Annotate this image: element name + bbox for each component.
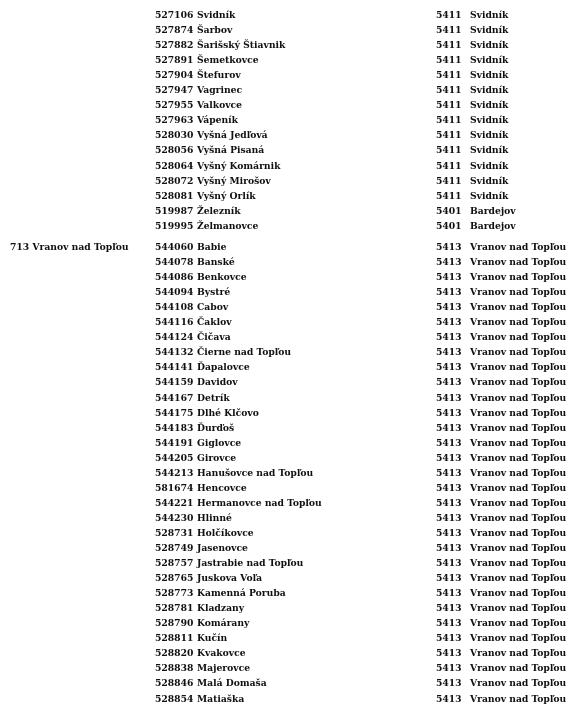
municipality-code: 528838 <box>155 663 194 675</box>
municipality-code: 544132 <box>155 347 194 359</box>
municipality-code: 544167 <box>155 392 194 404</box>
district-code: 5413 <box>436 317 462 329</box>
district-name: Vranov nad Topľou <box>470 392 567 404</box>
municipality-name: Girovce <box>197 452 237 464</box>
district-code: 5411 <box>436 25 462 37</box>
municipality-name: Vyšný Komárnik <box>197 160 281 172</box>
municipality-name: Babie <box>197 242 227 253</box>
table-row <box>0 556 570 571</box>
municipality-name: Dlhé Klčovo <box>197 407 259 419</box>
municipality-code: 544141 <box>155 362 194 374</box>
table-row <box>0 128 570 143</box>
municipality-name: Holčíkovce <box>197 527 254 539</box>
municipality-code: 527874 <box>155 25 194 37</box>
municipality-name: Šemetkovce <box>197 55 259 67</box>
district-code: 5413 <box>436 407 462 419</box>
municipality-code: 527947 <box>155 85 194 97</box>
district-code: 5413 <box>436 573 462 585</box>
municipality-name: Hencovce <box>197 482 247 494</box>
district-code: 5413 <box>436 422 462 434</box>
table-row <box>0 270 570 285</box>
municipality-code: 528820 <box>155 648 194 660</box>
district-name: Vranov nad Topľou <box>470 437 567 449</box>
municipality-code: 519987 <box>155 205 194 217</box>
district-name: Vranov nad Topľou <box>470 482 567 494</box>
district-name: Svidník <box>470 100 509 112</box>
district-name: Vranov nad Topľou <box>470 558 567 570</box>
table-row <box>0 204 570 219</box>
district-name: Vranov nad Topľou <box>470 287 567 299</box>
table-row <box>0 406 570 421</box>
district-name: Vranov nad Topľou <box>470 347 567 359</box>
municipality-code: 528030 <box>155 130 194 142</box>
municipality-name: Valkovce <box>197 100 242 112</box>
district-code: 5401 <box>436 220 462 232</box>
district-name: Vranov nad Topľou <box>470 512 567 524</box>
municipality-code: 528064 <box>155 160 194 172</box>
district-name: Svidník <box>470 160 509 172</box>
municipality-name: Kučín <box>197 633 228 645</box>
table-row <box>0 436 570 451</box>
table-row <box>0 38 570 53</box>
municipality-code: 544086 <box>155 272 194 284</box>
municipality-name: Banské <box>197 257 235 269</box>
district-code: 5413 <box>436 693 462 705</box>
district-code: 5413 <box>436 287 462 299</box>
district-name: Vranov nad Topľou <box>470 618 567 630</box>
district-code: 5413 <box>436 663 462 675</box>
table-row <box>0 255 570 270</box>
municipality-name: Kladzany <box>197 603 245 615</box>
table-row <box>0 541 570 556</box>
municipality-code: 528757 <box>155 558 194 570</box>
municipality-name: Vápeník <box>197 115 239 127</box>
municipality-name: Vyšná Pisaná <box>197 145 265 157</box>
table-row <box>0 98 570 113</box>
district-name: Vranov nad Topľou <box>470 693 567 705</box>
municipality-name: Juskova Voľa <box>197 573 263 585</box>
table-row <box>0 646 570 661</box>
table-row <box>0 661 570 676</box>
district-name: Svidník <box>470 55 509 67</box>
district-code: 5411 <box>436 100 462 112</box>
municipality-name: Železník <box>197 205 241 217</box>
municipality-name: Hanušovce nad Topľou <box>197 467 314 479</box>
table-row <box>0 23 570 38</box>
district-code: 5413 <box>436 332 462 344</box>
table-row <box>0 631 570 646</box>
table-row <box>0 83 570 98</box>
municipality-name: Majerovce <box>197 663 251 675</box>
municipality-name: Želmanovce <box>197 220 259 232</box>
municipality-code: 528056 <box>155 145 194 157</box>
table-row <box>0 219 570 234</box>
municipality-name: Šarbov <box>197 25 233 37</box>
district-name: Svidník <box>470 175 509 187</box>
district-label: 713 Vranov nad Topľou <box>10 242 129 253</box>
district-code: 5413 <box>436 497 462 509</box>
municipality-code: 528854 <box>155 693 194 705</box>
table-row <box>0 8 570 23</box>
municipality-code: 527106 <box>155 10 194 21</box>
district-code: 5413 <box>436 242 462 253</box>
district-name: Vranov nad Topľou <box>470 497 567 509</box>
municipality-name: Vyšný Orlík <box>197 190 256 202</box>
table-row <box>0 143 570 158</box>
district-name: Svidník <box>470 190 509 202</box>
district-code: 5411 <box>436 70 462 82</box>
municipality-code: 527904 <box>155 70 194 82</box>
district-name: Vranov nad Topľou <box>470 362 567 374</box>
district-code: 5413 <box>436 558 462 570</box>
municipality-name: Čierne nad Topľou <box>197 347 292 359</box>
district-name: Vranov nad Topľou <box>470 663 567 675</box>
municipality-name: Svidník <box>197 10 236 21</box>
municipality-name: Vyšný Mirošov <box>197 175 271 187</box>
municipality-code: 527882 <box>155 40 194 52</box>
district-name: Vranov nad Topľou <box>470 633 567 645</box>
table-row <box>0 113 570 128</box>
table-row <box>0 189 570 204</box>
municipality-name: Malá Domaša <box>197 678 267 690</box>
district-name: Vranov nad Topľou <box>470 588 567 600</box>
municipality-code: 544094 <box>155 287 194 299</box>
municipality-code: 528765 <box>155 573 194 585</box>
municipality-code: 527955 <box>155 100 194 112</box>
municipality-name: Giglovce <box>197 437 242 449</box>
district-name: Vranov nad Topľou <box>470 272 567 284</box>
table-row <box>0 159 570 174</box>
municipality-code: 544078 <box>155 257 194 269</box>
district-code: 5411 <box>436 160 462 172</box>
table-row <box>0 360 570 375</box>
district-code: 5411 <box>436 175 462 187</box>
district-code: 5413 <box>436 272 462 284</box>
municipality-name: Matiaška <box>197 693 245 705</box>
table-row <box>0 285 570 300</box>
table-row <box>0 315 570 330</box>
municipality-code: 527963 <box>155 115 194 127</box>
district-code: 5413 <box>436 392 462 404</box>
municipality-name: Vyšná Jedľová <box>197 130 268 142</box>
district-name: Vranov nad Topľou <box>470 407 567 419</box>
district-name: Vranov nad Topľou <box>470 377 567 389</box>
district-name: Vranov nad Topľou <box>470 543 567 554</box>
municipality-name: Cabov <box>197 302 229 314</box>
table-row <box>0 466 570 481</box>
table-row <box>0 451 570 466</box>
table-row <box>0 300 570 315</box>
district-code: 5413 <box>436 482 462 494</box>
district-code: 5411 <box>436 145 462 157</box>
table-row <box>0 174 570 189</box>
table-row <box>0 375 570 390</box>
district-code: 5413 <box>436 588 462 600</box>
district-code: 5413 <box>436 648 462 660</box>
table-row <box>0 68 570 83</box>
municipality-code: 528846 <box>155 678 194 690</box>
district-code: 5411 <box>436 130 462 142</box>
district-name: Vranov nad Topľou <box>470 603 567 615</box>
municipality-code: 528773 <box>155 588 194 600</box>
district-code: 5413 <box>436 527 462 539</box>
municipality-code: 528749 <box>155 543 194 554</box>
district-code: 5413 <box>436 437 462 449</box>
district-code: 5411 <box>436 10 462 21</box>
district-name: Svidník <box>470 130 509 142</box>
municipality-code: 544183 <box>155 422 194 434</box>
district-name: Svidník <box>470 40 509 52</box>
municipality-name: Benkovce <box>197 272 247 284</box>
district-name: Vranov nad Topľou <box>470 648 567 660</box>
municipality-code: 527891 <box>155 55 194 67</box>
municipality-code: 544060 <box>155 242 194 253</box>
district-name: Vranov nad Topľou <box>470 257 567 269</box>
municipality-code: 544159 <box>155 377 194 389</box>
district-code: 5413 <box>436 302 462 314</box>
district-name: Svidník <box>470 10 509 21</box>
municipality-name: Bystré <box>197 287 231 299</box>
municipality-name: Šarišský Štiavnik <box>197 40 286 52</box>
table-row <box>0 391 570 406</box>
district-code: 5413 <box>436 512 462 524</box>
district-code: 5413 <box>436 633 462 645</box>
municipality-code: 528781 <box>155 603 194 615</box>
municipality-code: 544205 <box>155 452 194 464</box>
district-name: Vranov nad Topľou <box>470 422 567 434</box>
table-row <box>0 496 570 511</box>
district-name: Svidník <box>470 145 509 157</box>
table-row <box>0 345 570 360</box>
district-name: Svidník <box>470 85 509 97</box>
table-row <box>0 676 570 691</box>
district-name: Svidník <box>470 115 509 127</box>
table-row <box>0 53 570 68</box>
municipality-code: 544221 <box>155 497 194 509</box>
table-row <box>0 240 570 255</box>
municipality-code: 581674 <box>155 482 194 494</box>
municipality-name: Vagrinec <box>197 85 243 97</box>
district-code: 5411 <box>436 85 462 97</box>
municipality-code: 519995 <box>155 220 194 232</box>
municipality-name: Kvakovce <box>197 648 246 660</box>
district-name: Vranov nad Topľou <box>470 242 567 253</box>
district-code: 5413 <box>436 347 462 359</box>
district-code: 5411 <box>436 55 462 67</box>
district-name: Vranov nad Topľou <box>470 467 567 479</box>
municipality-code: 544230 <box>155 512 194 524</box>
municipality-code: 528081 <box>155 190 194 202</box>
table-row <box>0 421 570 436</box>
municipality-code: 544108 <box>155 302 194 314</box>
municipality-name: Davidov <box>197 377 238 389</box>
district-code: 5413 <box>436 543 462 554</box>
district-code: 5413 <box>436 467 462 479</box>
municipality-name: Detrík <box>197 392 230 404</box>
municipality-code: 544124 <box>155 332 194 344</box>
table-row <box>0 330 570 345</box>
table-row <box>0 571 570 586</box>
table-row <box>0 616 570 631</box>
municipality-name: Čaklov <box>197 317 232 329</box>
table-row <box>0 601 570 616</box>
district-name: Vranov nad Topľou <box>470 678 567 690</box>
district-name: Vranov nad Topľou <box>470 527 567 539</box>
municipality-name: Čičava <box>197 332 231 344</box>
table-row <box>0 511 570 526</box>
municipality-name: Hermanovce nad Topľou <box>197 497 322 509</box>
municipality-code: 528072 <box>155 175 194 187</box>
district-name: Bardejov <box>470 205 516 217</box>
municipality-code: 528811 <box>155 633 194 645</box>
district-name: Svidník <box>470 25 509 37</box>
district-name: Svidník <box>470 70 509 82</box>
district-code: 5413 <box>436 257 462 269</box>
municipality-code: 528790 <box>155 618 194 630</box>
district-name: Vranov nad Topľou <box>470 332 567 344</box>
municipality-code: 544116 <box>155 317 194 329</box>
municipality-name: Kamenná Poruba <box>197 588 286 600</box>
table-row <box>0 481 570 496</box>
municipality-code: 544213 <box>155 467 194 479</box>
municipality-name: Jastrabie nad Topľou <box>197 558 304 570</box>
district-name: Vranov nad Topľou <box>470 302 567 314</box>
district-name: Vranov nad Topľou <box>470 452 567 464</box>
table-row <box>0 526 570 541</box>
municipality-code: 544191 <box>155 437 194 449</box>
municipality-name: Ďapalovce <box>197 362 250 374</box>
municipality-code: 544175 <box>155 407 194 419</box>
table-row <box>0 586 570 601</box>
district-code: 5413 <box>436 362 462 374</box>
municipality-name: Štefurov <box>197 70 241 82</box>
table-row <box>0 692 570 707</box>
municipality-name: Komárany <box>197 618 250 630</box>
district-name: Bardejov <box>470 220 516 232</box>
municipality-name: Jasenovce <box>197 543 248 554</box>
district-code: 5413 <box>436 452 462 464</box>
district-code: 5411 <box>436 40 462 52</box>
municipality-name: Hlinné <box>197 512 232 524</box>
municipality-name: Ďurďoš <box>197 422 235 434</box>
district-code: 5401 <box>436 205 462 217</box>
district-code: 5413 <box>436 603 462 615</box>
district-code: 5411 <box>436 115 462 127</box>
district-code: 5413 <box>436 618 462 630</box>
district-name: Vranov nad Topľou <box>470 317 567 329</box>
district-code: 5411 <box>436 190 462 202</box>
district-code: 5413 <box>436 678 462 690</box>
district-code: 5413 <box>436 377 462 389</box>
municipality-code: 528731 <box>155 527 194 539</box>
district-name: Vranov nad Topľou <box>470 573 567 585</box>
